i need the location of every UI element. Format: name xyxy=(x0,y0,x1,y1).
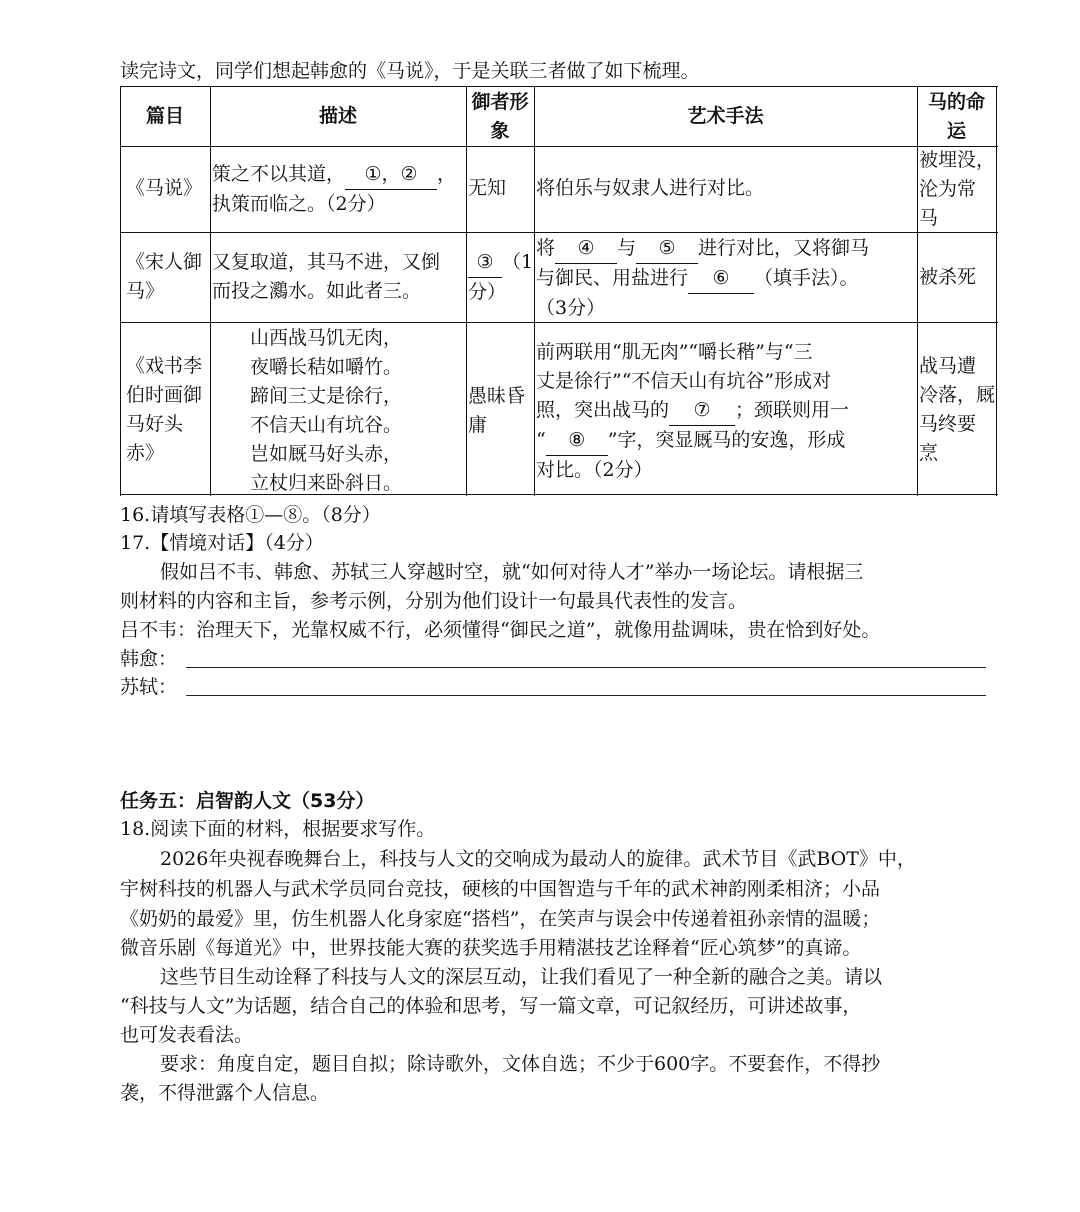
header-title: 篇目 xyxy=(145,105,184,127)
hanyu-answer-line[interactable] xyxy=(186,667,986,668)
row1-rider: 无知 xyxy=(468,177,507,199)
essay-line: 也可发表看法。 xyxy=(120,1024,254,1046)
sushi-answer-line[interactable] xyxy=(186,695,986,696)
header-art: 艺术手法 xyxy=(687,105,764,127)
essay-line: 2026年央视春晚舞台上，科技与人文的交响成为最动人的旋律。武术节目《武BOT》中， xyxy=(160,848,916,870)
row3-rider: 愚昧昏 庸 xyxy=(468,385,526,436)
row2-title: 《宋人御 马》 xyxy=(126,251,203,302)
blank-8: ⑧ xyxy=(546,426,608,456)
table-border-top xyxy=(120,86,998,87)
question-16: 16.请填写表格①—⑧。（8分） xyxy=(120,504,381,526)
row1-art: 将伯乐与奴隶人进行对比。 xyxy=(536,177,765,199)
row1-title: 《马说》 xyxy=(126,177,203,199)
essay-line: 《奶奶的最爱》里，仿生机器人化身家庭“搭档”，在笑声与误会中传递着祖孙亲情的温暖； xyxy=(120,908,881,930)
row2-rider: ③ （1 分） xyxy=(468,248,533,307)
question-17-example: 吕不韦：治理天下，光靠权威不行，必须懂得“御民之道”，就像用盐调味，贵在恰到好处。 xyxy=(120,619,881,641)
essay-line: “科技与人文”为话题，结合自己的体验和思考，写一篇文章，可记叙经历，可讲述故事， xyxy=(120,995,862,1017)
row1-fate: 被埋没， 沦为常 马 xyxy=(919,149,996,229)
essay-line: 微音乐剧《每道光》中，世界技能大赛的获奖选手用精湛技艺诠释着“匠心筑梦”的真谛。 xyxy=(120,937,862,959)
header-description: 描述 xyxy=(318,105,357,127)
row3-title: 《戏书李 伯时画御 马好头 赤》 xyxy=(126,355,203,464)
hanyu-label: 韩愈： xyxy=(120,648,178,670)
row3-poem: 山西战马饥无肉， 夜嚼长秸如嚼竹。 蹄间三丈是徐行， 不信天山有坑谷。 岂如厩马好头赤， 立杖归来卧斜日。 xyxy=(250,327,403,494)
essay-requirements: 要求：角度自定，题目自拟；除诗歌外，文体自选；不少于600字。不要套作，不得抄 xyxy=(160,1053,881,1075)
blank-5: ⑤ xyxy=(636,234,698,264)
table-col-divider xyxy=(466,86,467,496)
table-col-divider xyxy=(917,86,918,496)
intro-text: 读完诗文，同学们想起韩愈的《马说》，于是关联三者做了如下梳理。 xyxy=(120,60,700,82)
blank-3: ③ xyxy=(468,248,502,278)
row1-description: 策之不以其道， ①，② ， 执策而临之。（2分） xyxy=(212,160,466,219)
comparison-table xyxy=(120,86,998,496)
table-col-divider xyxy=(210,86,211,496)
header-fate: 马的命 运 xyxy=(927,91,985,142)
essay-line: 这些节目生动诠释了科技与人文的深层互动，让我们看见了一种全新的融合之美。请以 xyxy=(160,966,883,988)
blank-4: ④ xyxy=(555,234,617,264)
blank-7: ⑦ xyxy=(669,396,735,426)
table-row-divider xyxy=(120,146,998,147)
row3-art: 前两联用“肌无肉”“嚼长稭”与“三 丈是徐行”“不信天山有坑谷”形成对 照，突出战马的 ⑦ ；颈联则用一 “ ⑧ ”字，突显厩马的安逸，形成 对比。（2分） xyxy=(536,341,850,481)
question-17-para-2: 则材料的内容和主旨，参考示例，分别为他们设计一句最具代表性的发言。 xyxy=(120,590,748,612)
question-17-title: 17.【情境对话】（4分） xyxy=(120,532,324,554)
blank-1-2: ①，② xyxy=(345,160,437,190)
essay-line: 宇树科技的机器人与武术学员同台竞技，硬核的中国智造与千年的武术神韵刚柔相济；小品 xyxy=(120,878,881,900)
sushi-label: 苏轼： xyxy=(120,676,178,698)
table-col-divider xyxy=(120,86,121,496)
row2-fate: 被杀死 xyxy=(919,266,977,288)
row2-description: 又复取道，其马不进，又倒 而投之鸂水。如此者三。 xyxy=(212,251,441,302)
essay-requirements: 袭，不得泄露个人信息。 xyxy=(120,1082,330,1104)
row2-art: 将 ④ 与 ⑤ 进行对比，又将御马 与御民、用盐进行 ⑥ （填手法）。 （3分） xyxy=(536,234,869,323)
row3-fate: 战马遭 冷落，厩 马终要 烹 xyxy=(919,355,996,464)
table-border-right xyxy=(996,86,997,496)
header-rider: 御者形 象 xyxy=(471,91,529,142)
task-five-heading: 任务五：启智韵人文（53分） xyxy=(120,790,375,812)
table-row-divider xyxy=(120,232,998,233)
question-17-para-1: 假如吕不韦、韩愈、苏轼三人穿越时空，就“如何对待人才”举办一场论坛。请根据三 xyxy=(160,561,864,583)
blank-6: ⑥ xyxy=(688,264,754,294)
question-18: 18.阅读下面的材料，根据要求写作。 xyxy=(120,818,436,840)
table-col-divider xyxy=(534,86,535,496)
